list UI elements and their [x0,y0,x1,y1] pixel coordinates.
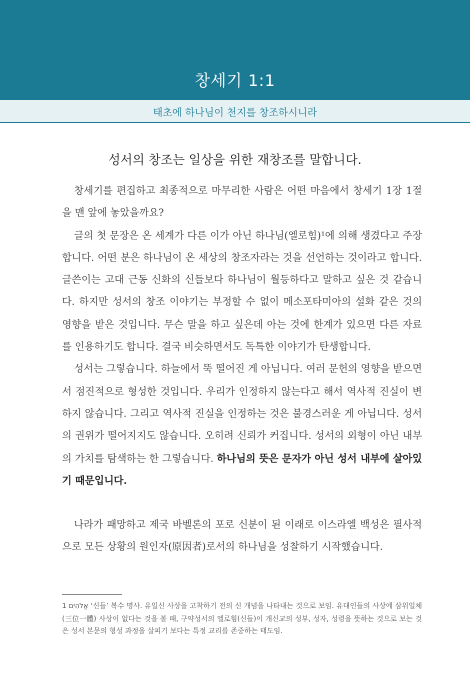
paragraph-4: 나라가 패망하고 제국 바벨론의 포로 신분이 된 이래로 이스라엘 백성은 필사적으로 모든 상황의 원인자(原因者)로서의 하나님을 성찰하기 시작했습니다. [62,520,422,554]
chapter-header [0,0,470,100]
section-headline: 성서의 창조는 일상을 위한 재창조를 말합니다. [108,152,362,167]
verse-bar [0,100,470,123]
paragraph-3-text: 성서는 그렇습니다. 하늘에서 뚝 떨어진 게 아닙니다. 여러 문헌의 영향을 받으면서 점진적으로 형성한 것입니다. 우리가 인정하지 않는다고 해서 역사적 진실이 변하지 않습니다. 그리고 역사적 진실을 인정하는 것은 불경스러운 게 아닙니다. 성서의 권위가 떨어지지도 않습니다. 오히려 신뢰가 커집니다. 성서의 외형이 아닌 내부의 가치를 탐색하는 한 그렇습니다. [62,364,422,465]
paragraph-3-emphasis: 하나님의 뜻은 문자가 아닌 성서 내부에 살아있기 때문입니다. [62,453,422,487]
body-text [62,181,422,560]
footnote-divider [62,594,122,595]
footnote: 1 אֱלֹהִים ‘신들’ 복수 명사. 유일신 사상을 고착하기 전의 신 개념을 나타내는 것으로 보임. 유대인들의 사상에 삼위일체(三位一體) 사상이 없다는 것을 볼 때, 구약성서의 엘로힘(신들)이 개신교의 성부, 성자, 성령을 뜻하는 것으로 보는 것은 성서 본문의 형성 과정을 살피기 보다는 특정 교리를 존중하는 태도임. [62,602,422,635]
verse-text: 태초에 하나님이 천지를 창조하시니라 [152,108,318,119]
paragraph-3 [62,359,422,493]
chapter-title: 창세기 1:1 [194,71,276,90]
paragraph-2: 글의 첫 문장은 온 세계가 다른 이가 아닌 하나님(엘로힘)¹에 의해 생겼다고 주장합니다. 어떤 분은 하나님이 온 세상의 창조자라는 것을 선언하는 것이라고 합니다. 글쓴이는 고대 근동 신화의 신들보다 하나님이 월등하다고 말하고 싶은 것 같습니다. 하지만 성서의 창조 이야기는 부정할 수 없이 메소포타미아의 설화 같은 것의 영향을 받은 것입니다. 무슨 말을 하고 싶은데 아는 것에 한계가 있으면 다른 자료를 인용하기도 합니다. 결국 비슷하면서도 독특한 이야기가 탄생합니다. [62,230,422,354]
paragraph-gap [62,493,422,515]
paragraph-1: 창세기를 편집하고 최종적으로 마무리한 사람은 어떤 마음에서 창세기 1장 1절을 맨 앞에 놓았을까요? [62,186,422,220]
